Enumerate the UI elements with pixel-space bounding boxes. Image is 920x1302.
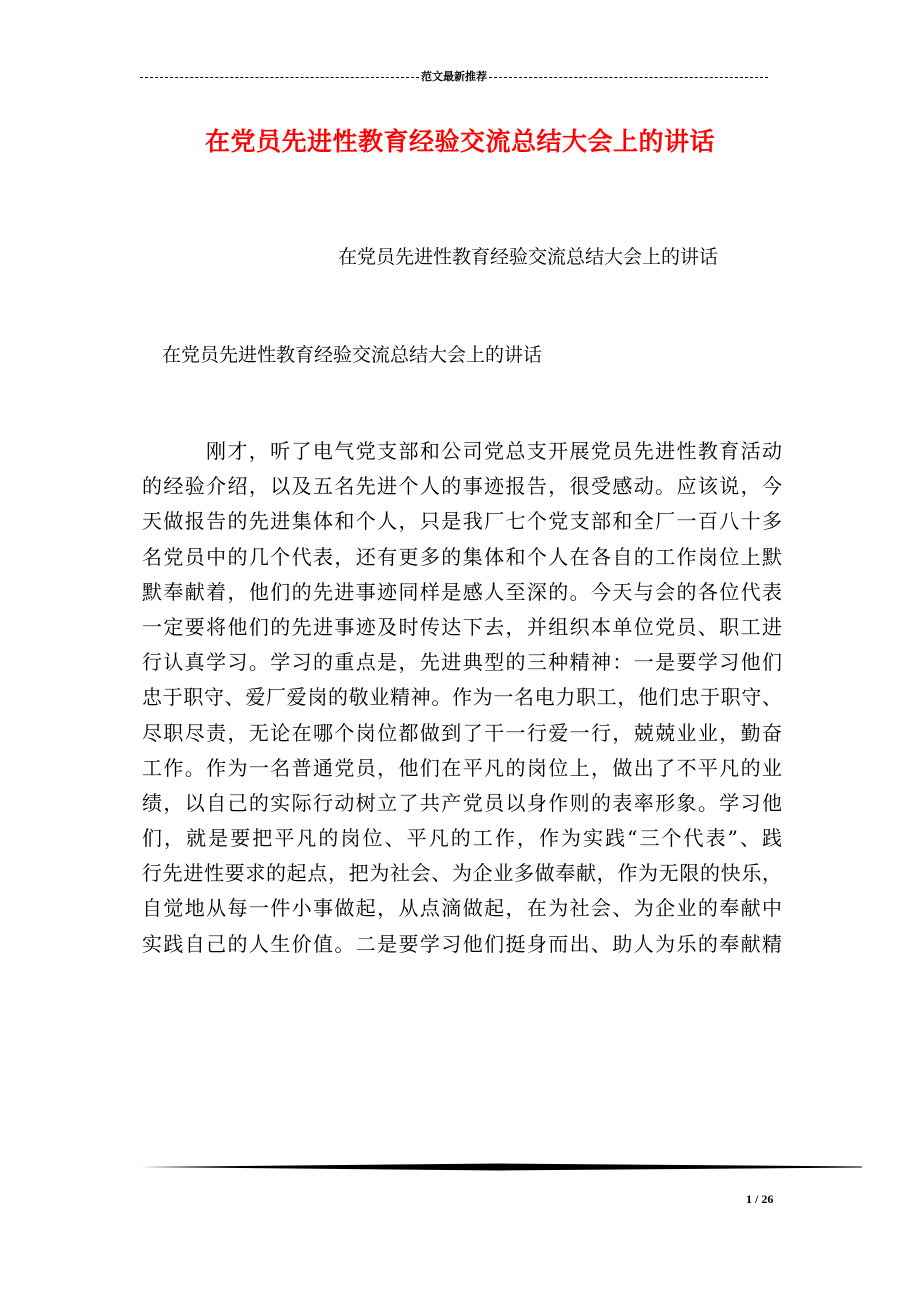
document-title: 在党员先进性教育经验交流总结大会上的讲话 xyxy=(204,127,715,156)
footer-divider xyxy=(140,1163,862,1171)
page-header xyxy=(140,66,768,86)
body-line: 自觉地从每一件小事做起，从点滴做起，在为社会、为企业的奉献中 xyxy=(142,896,782,921)
body-line: 实践自己的人生价值。二是要学习他们挺身而出、助人为乐的奉献精 xyxy=(142,931,782,956)
document-subtitle-right: 在党员先进性教育经验交流总结大会上的讲话 xyxy=(338,246,719,268)
body-line: 刚才，听了电气党支部和公司党总支开展党员先进性教育活动 xyxy=(206,439,782,463)
body-line: 默奉献着，他们的先进事迹同样是感人至深的。今天与会的各位代表 xyxy=(142,579,782,604)
body-line: 尽职尽责，无论在哪个岗位都做到了干一行爱一行，兢兢业业，勤奋 xyxy=(142,720,782,745)
header-dashes-left xyxy=(140,77,419,78)
body-line: 工作。作为一名普通党员，他们在平凡的岗位上，做出了不平凡的业 xyxy=(142,755,782,780)
header-dashes-right xyxy=(489,77,768,78)
body-line: 们，就是要把平凡的岗位、平凡的工作，作为实践“三个代表”、践 xyxy=(142,826,782,851)
body-line: 一定要将他们的先进事迹及时传达下去，并组织本单位党员、职工进 xyxy=(142,614,782,639)
body-line: 行先进性要求的起点，把为社会、为企业多做奉献，作为无限的快乐， xyxy=(142,861,782,886)
body-line: 忠于职守、爱厂爱岗的敬业精神。作为一名电力职工，他们忠于职守、 xyxy=(142,685,782,710)
header-label: 范文最新推荐 xyxy=(421,70,487,83)
body-line: 行认真学习。学习的重点是，先进典型的三种精神：一是要学习他们 xyxy=(142,650,782,675)
body-line: 天做报告的先进集体和个人，只是我厂七个党支部和全厂一百八十多 xyxy=(142,509,782,534)
body-line: 绩，以自己的实际行动树立了共产党员以身作则的表率形象。学习他 xyxy=(142,790,782,815)
page-number: 1 / 26 xyxy=(746,1192,774,1206)
body-line: 名党员中的几个代表，还有更多的集体和个人在各自的工作岗位上默 xyxy=(142,544,782,569)
document-subtitle-left: 在党员先进性教育经验交流总结大会上的讲话 xyxy=(162,344,543,366)
body-paragraph xyxy=(142,434,782,962)
body-line: 的经验介绍，以及五名先进个人的事迹报告，很受感动。应该说，今 xyxy=(142,474,782,499)
